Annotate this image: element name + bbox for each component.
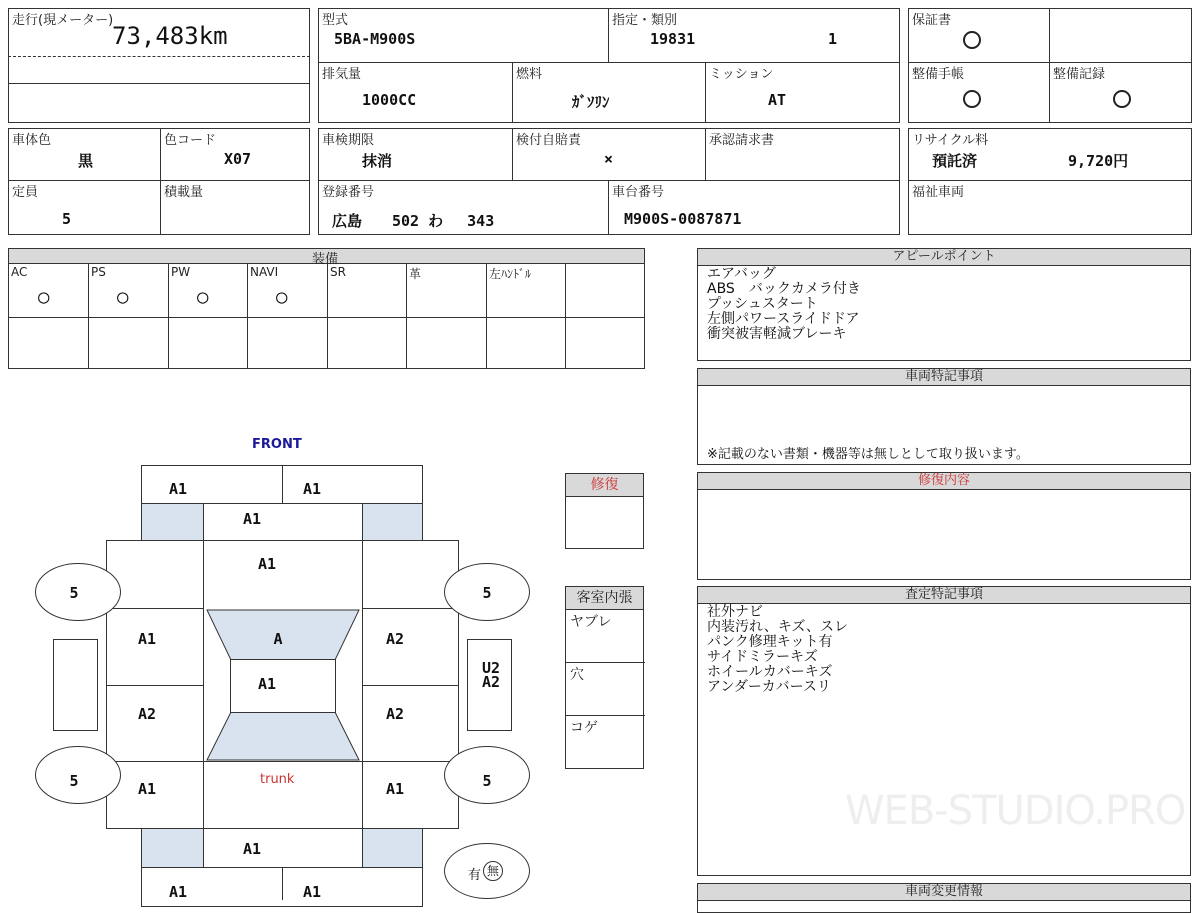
insurance-value: × [604,150,614,168]
grade-tire-front-left: 5 [69,584,79,602]
warranty-label: 保証書 [912,13,952,28]
divider [566,715,645,716]
divider [88,264,89,369]
grade-tire-rear-left: 5 [69,772,79,790]
interior-item: 穴 [570,667,584,683]
front-left-corner [141,503,204,541]
divider [168,264,169,369]
divider [8,180,310,181]
divider [282,465,283,504]
grade-rear-left: A1 [168,883,188,901]
rear-left-corner [141,828,204,868]
equipment-label: PS [91,265,106,279]
category-value: 1 [828,30,838,48]
grade-left-quarter: A1 [137,780,157,798]
interior-item: コゲ [570,720,598,736]
repair-details-title: 修復内容 [698,473,1190,490]
equipment-label: AC [11,265,28,279]
transmission-label: ミッション [709,67,774,82]
divider [282,867,283,900]
grade-left-rear-door: A2 [137,705,157,723]
grade-right-mirror: U2 A2 [482,659,501,691]
mileage-label: 走行(現メーター) [12,13,114,28]
divider [406,264,407,369]
equipment-label: 革 [409,267,422,281]
divider [705,128,706,180]
fuel-label: 燃料 [516,67,543,82]
grade-windshield: A [273,630,283,648]
hood-upper [203,503,363,541]
equipment-mark: ○ [197,286,209,308]
divider [8,83,310,84]
model-label: 型式 [322,13,349,28]
color-block [8,128,310,235]
change-info-title: 車両変更情報 [698,884,1190,901]
displacement-value: 1000CC [362,91,417,109]
divider [512,128,513,180]
change-info-panel [697,883,1191,913]
repair-title: 修復 [566,474,643,497]
grade-right-front-door: A2 [385,630,405,648]
grade-rear-right: A1 [302,883,322,901]
grade-front-left: A1 [168,480,188,498]
color-code-label: 色コード [164,133,217,148]
maintenance-book-check-icon [963,90,981,108]
recycle-amount: 9,720円 [1068,152,1129,170]
approval-label: 承認請求書 [709,133,775,148]
interior-title: 客室内張 [566,587,643,610]
repair-panel [565,473,644,549]
divider [512,62,513,123]
registration-label: 登録番号 [322,185,375,200]
inspection-label: 車検期限 [322,133,375,148]
inspection-value: 抹消 [362,152,393,170]
divider [486,264,487,369]
appeal-text: エアバッグ ABS バックカメラ付き プッシュスタート 左側パワースライドドア 衝突被害軽減ブレーキ [707,266,861,342]
equipment-title: 装備 [312,252,339,267]
divider [318,62,900,63]
welfare-label: 福祉車両 [912,185,965,200]
divider [566,662,645,663]
assessment-title: 査定特記事項 [698,587,1190,604]
grade-left-front-door: A1 [137,630,157,648]
chassis-value: M900S-0087871 [624,210,742,228]
roof [230,659,336,713]
divider [8,56,310,57]
transmission-value: AT [768,91,787,109]
recycle-status: 預託済 [932,152,978,170]
grade-hood-upper: A1 [242,510,262,528]
fuel-value: ｶﾞｿﾘﾝ [572,93,610,111]
load-label: 積載量 [164,185,204,200]
grade-hood: A1 [257,555,277,573]
rear-right-corner [362,828,423,868]
divider [362,685,459,686]
grade-tire-front-right: 5 [482,584,492,602]
divider [318,180,900,181]
divider [565,264,566,369]
repair-details-panel [697,472,1191,580]
grade-right-rear-door: A2 [385,705,405,723]
divider [608,180,609,235]
divider [362,608,459,609]
equipment-label: 左ﾊﾝﾄﾞﾙ [489,267,532,281]
equipment-label: NAVI [250,265,279,279]
designation-value: 19831 [650,30,696,48]
divider [705,62,706,123]
divider [327,264,328,369]
assessment-text: 社外ナビ 内装汚れ、キズ、スレ パンク修理キット有 サイドミラーキズ ホイールカバーキズ アンダーカバースリ [707,604,848,695]
divider [608,8,609,62]
grade-tire-rear-right: 5 [482,772,492,790]
capacity-value: 5 [62,210,72,228]
capacity-label: 定員 [12,185,39,200]
grade-right-quarter: A1 [385,780,405,798]
watermark: WEB-STUDIO.PRO [845,788,1186,834]
maintenance-record-label: 整備記録 [1053,67,1106,82]
appeal-title: アピールポイント [698,249,1190,266]
color-code-value: X07 [224,150,252,168]
interior-item: ヤブレ [570,614,612,630]
divider [247,264,248,369]
divider [160,128,161,235]
special-notes-panel [697,368,1191,465]
maintenance-record-check-icon [1113,90,1131,108]
front-right-corner [362,503,423,541]
special-notes-title: 車両特記事項 [698,369,1190,386]
spare-present-label: 有 [468,868,482,883]
equipment-label: PW [171,265,191,279]
divider [1049,8,1050,123]
warranty-check-icon [963,31,981,49]
interior-panel [565,586,644,769]
chassis-label: 車台番号 [612,185,665,200]
divider [106,608,203,609]
grade-roof: A1 [257,675,277,693]
grade-rear-lower: A1 [242,840,262,858]
divider [106,685,203,686]
front-label: FRONT [252,437,302,452]
appeal-panel [697,248,1191,361]
special-notes-text: ※記載のない書類・機器等は無しとして取り扱います。 [707,447,1029,462]
trunk-label: trunk [260,772,295,787]
maintenance-book-label: 整備手帳 [912,67,965,82]
rear-lower [203,828,363,868]
insurance-label: 検付自賠責 [516,133,582,148]
body-color-value: 黒 [78,152,94,170]
body-color-label: 車体色 [12,133,52,148]
equipment-mark: ○ [38,286,50,308]
mileage-value: 73,483km [112,22,228,50]
spare-absent-circled: 無 [483,861,503,881]
equipment-label: SR [330,265,346,279]
left-mirror [53,639,98,731]
model-value: 5BA-M900S [334,30,416,48]
designation-label: 指定・類別 [612,13,678,28]
equipment-mark: ○ [117,286,129,308]
grade-front-right: A1 [302,480,322,498]
registration-value: 広島 502 わ 343 [332,212,495,230]
equipment-mark: ○ [276,286,288,308]
recycle-label: リサイクル料 [912,133,989,148]
displacement-label: 排気量 [322,67,362,82]
